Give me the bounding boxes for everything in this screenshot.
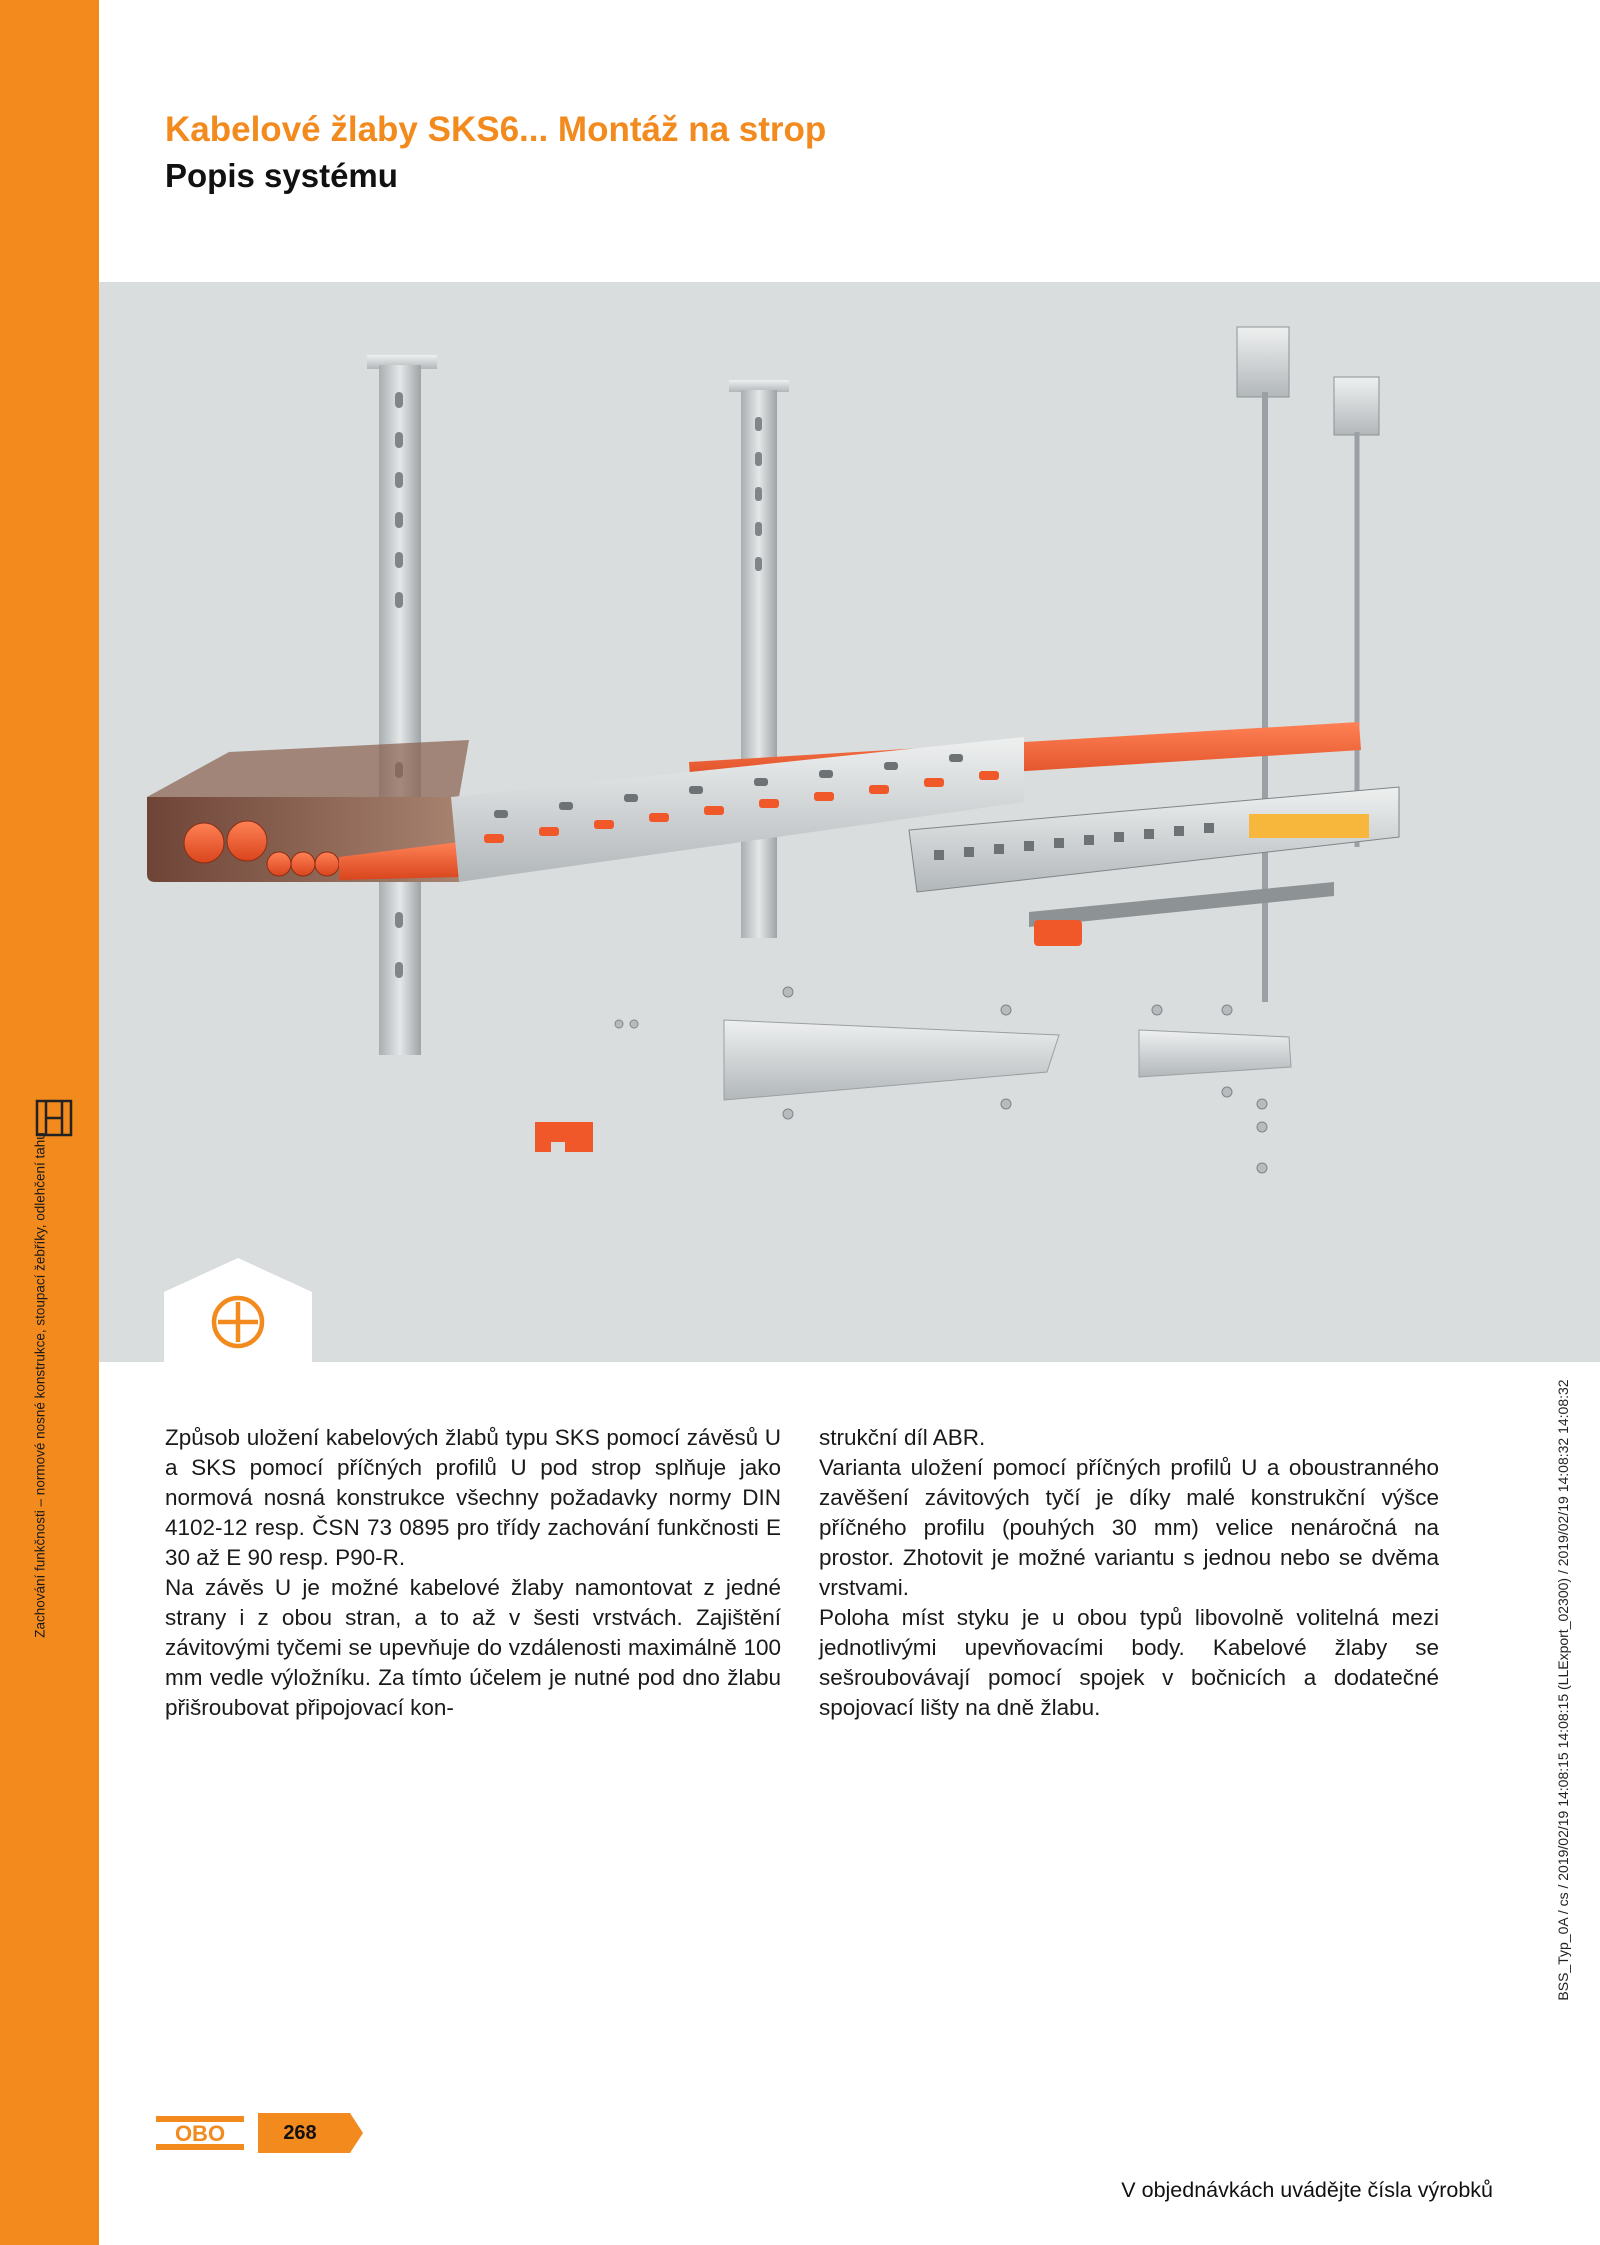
body-column-right: [819, 1423, 1439, 1723]
section-label: Zachování funkčnosti – normové nosné konstrukce, stoupací žebříky, odlehčení tahu: [32, 1132, 48, 1638]
plus-circle-icon: [164, 1258, 312, 1364]
body-paragraph: strukční díl ABR.: [819, 1425, 986, 1450]
page-number: 268: [283, 2122, 317, 2144]
cable-tray-drawing: [99, 282, 1600, 1362]
page-title: Kabelové žlaby SKS6... Montáž na strop: [165, 110, 827, 149]
product-illustration: [99, 282, 1600, 1362]
body-paragraph: Na závěs U je možné kabelové žlaby namontovat z jedné strany i z obou stran, a to až v šesti vrstvách. Zajištění závitovými tyčemi se upevňuje do vzdálenosti maximálně 100 mm vedle výložníku. Za tímto účelem je nutné pod dno žlabu přišroubovat připojovací kon-: [165, 1575, 781, 1720]
body-paragraph: Poloha míst styku je u obou typů libovolně volitelná mezi jednotlivými upevňovacími body. Kabelové žlaby se sešroubovávají pomocí spojek v bočnicích a dodatečné spojovací lišty na dně žlabu.: [819, 1605, 1439, 1720]
obo-logo: [155, 2115, 245, 2151]
body-paragraph: Varianta uložení pomocí příčných profilů U a oboustranného zavěšení závitových tyčí je díky malé konstrukční výšce příčného profilu (pouhých 30 mm) velice nenáročná na prostor. Zhotovit je možné variantu s jednou nebo se dvěma vrstvami.: [819, 1455, 1439, 1600]
document-metadata: BSS_Typ_0A / cs / 2019/02/19 14:08:15 14:08:15 (LLExport_02300) / 2019/02/19 14:08:32 14:08:32: [1555, 1379, 1571, 2001]
page-subtitle: Popis systému: [165, 157, 398, 194]
body-column-left: [165, 1423, 781, 1723]
svg-text:OBO: OBO: [174, 2121, 226, 2146]
body-paragraph: Způsob uložení kabelových žlabů typu SKS pomocí závěsů U a SKS pomocí příčných profilů U pod strop splňuje jako normová nosná konstrukce všechny požadavky normy DIN 4102-12 resp. ČSN 73 0895 pro třídy zachování funkčnosti E 30 až E 90 resp. P90-R.: [165, 1425, 781, 1570]
footer-note: V objednávkách uvádějte čísla výrobků: [1121, 2178, 1493, 2202]
ladder-icon: [34, 1098, 74, 1138]
